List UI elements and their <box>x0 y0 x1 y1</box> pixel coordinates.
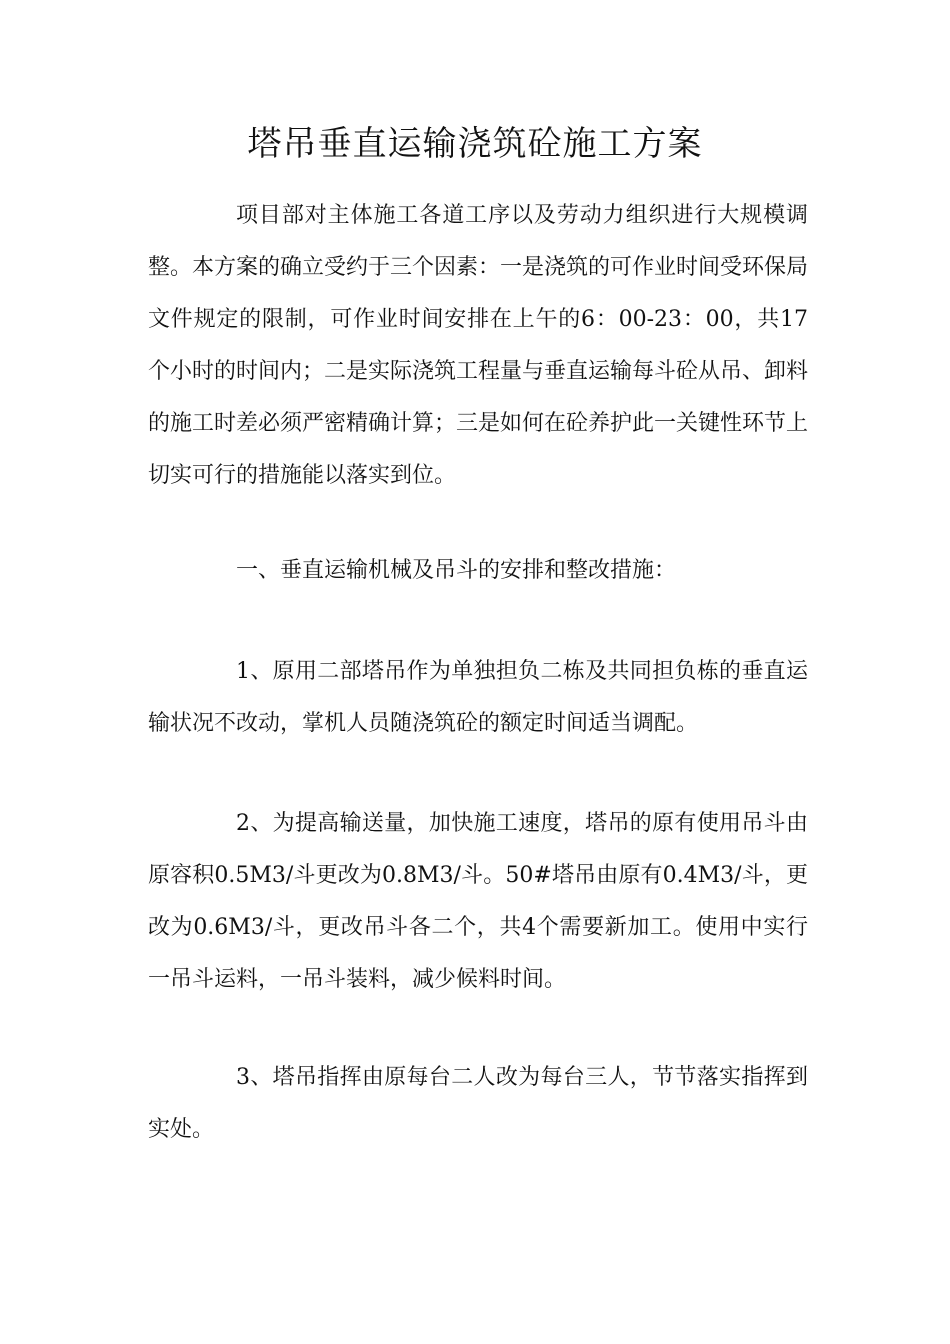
list-item: 2、为提高输送量，加快施工速度，塔吊的原有使用吊斗由原容积0.5M3/斗更改为0.8M3/斗。50#塔吊由原有0.4M3/斗，更改为0.6M3/斗，更改吊斗各二个，共4个需要新加工。使用中实行一吊斗运料，一吊斗装料，减少候料时间。 <box>148 811 808 992</box>
list-item: 1、原用二部塔吊作为单独担负二栋及共同担负栋的垂直运输状况不改动，掌机人员随浇筑砼的额定时间适当调配。 <box>148 659 808 736</box>
intro-paragraph: 项目部对主体施工各道工序以及劳动力组织进行大规模调整。本方案的确立受约于三个因素：一是浇筑的可作业时间受环保局文件规定的限制，可作业时间安排在上午的6：00-23：00，共17个小时的时间内；二是实际浇筑工程量与垂直运输每斗砼从吊、卸料的施工时差必须严密精确计算；三是如何在砼养护此一关键性环节上切实可行的措施能以落实到位。 <box>148 203 809 488</box>
list-item: 3、塔吊指挥由原每台二人改为每台三人，节节落实指挥到实处。 <box>148 1065 808 1142</box>
section-heading: 一、垂直运输机械及吊斗的安排和整改措施： <box>236 558 677 583</box>
document-title: 塔吊垂直运输浇筑砼施工方案 <box>247 124 703 164</box>
